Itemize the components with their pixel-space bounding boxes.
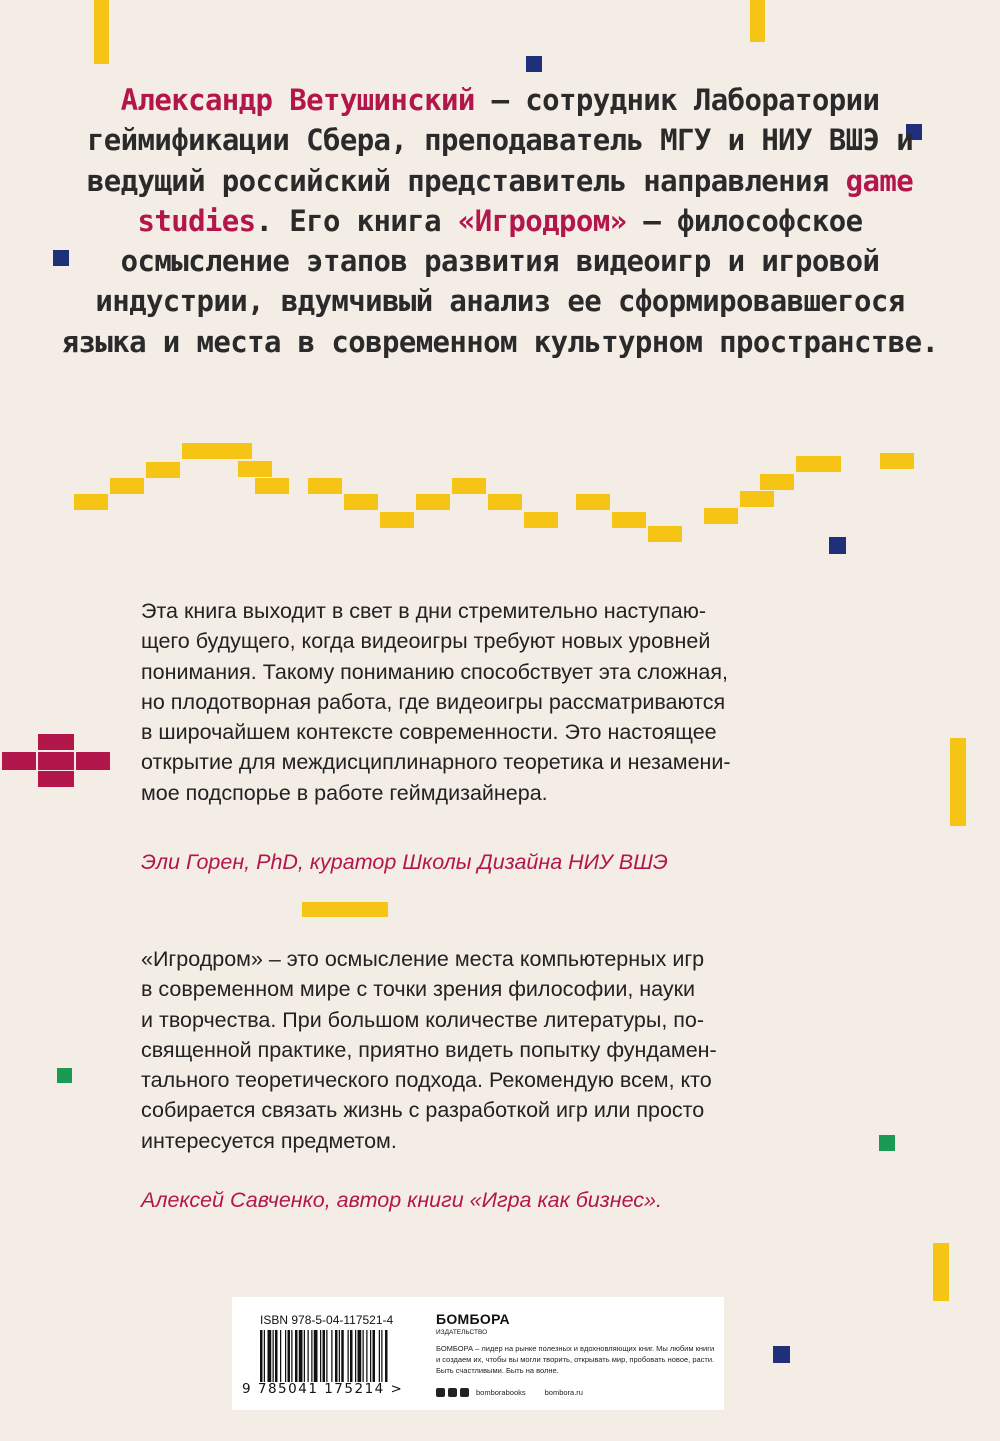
signature-goren: Эли Горен, PhD, куратор Школы Дизайна НИУ ВШЭ	[141, 850, 668, 874]
publisher-logo-subtitle: ИЗДАТЕЛЬСТВО	[436, 1329, 488, 1336]
social-icon	[436, 1388, 445, 1397]
publisher-description: БОМБОРА – лидер на рынке полезных и вдохновляющих книг. Мы любим книги и создаем их, чтобы вы могли творить, открывать мир, пробовать новое, расти. Быть счастливыми. Быть на волне.	[436, 1344, 715, 1375]
signature-savchenko: Алексей Савченко, автор книги «Игра как бизнес».	[141, 1188, 662, 1212]
review-savchenko	[141, 944, 881, 1156]
term-game-studies: game studies	[137, 163, 914, 238]
review-line: Эта книга выходит в свет в дни стремительно наступаю-	[141, 599, 707, 623]
pixel-bar	[302, 902, 388, 917]
publisher-social	[436, 1388, 583, 1397]
book-title: «Игродром»	[457, 203, 627, 238]
review-line: собирается связать жизнь с разработкой игр или просто	[141, 1098, 705, 1123]
review-line: тального теоретического подхода. Рекомендую всем, кто	[141, 1068, 712, 1093]
publisher-logo: БОМБОРА	[436, 1311, 510, 1327]
pixel-bar	[750, 0, 765, 42]
review-line: щего будущего, когда видеоигры требуют новых уровней	[141, 629, 711, 654]
pixel-square	[879, 1135, 895, 1151]
intro-text-1: – сотрудник Лаборатории геймификации Сбера, преподаватель МГУ и НИУ ВШЭ и ведущий российский представитель направления	[86, 83, 914, 198]
review-line: мое подспорье в работе геймдизайнера.	[141, 780, 548, 805]
barcode-panel	[232, 1297, 724, 1410]
review-line: но плодотворная работа, где видеоигры рассматриваются	[141, 689, 726, 714]
author-intro	[60, 80, 940, 362]
review-line: интересуется предметом.	[141, 1128, 397, 1153]
pixel-bar	[933, 1243, 949, 1301]
social-icon	[460, 1388, 469, 1397]
review-line: священной практике, приятно видеть попытку фундамен-	[141, 1037, 717, 1062]
review-line: понимания. Такому пониманию способствует эта сложная,	[141, 659, 728, 684]
pixel-bar	[94, 0, 109, 64]
review-line: в широчайшем контексте современности. Это настоящее	[141, 720, 717, 745]
pixel-square	[773, 1346, 790, 1363]
social-handle: bomborabooks	[476, 1388, 526, 1397]
pixel-square	[829, 537, 846, 554]
barcode-image	[260, 1330, 440, 1382]
review-goren	[141, 596, 881, 808]
pixel-square	[57, 1068, 72, 1083]
intro-text-3: – философское осмысление этапов развития видеоигр и игровой индустрии, вдумчивый анализ ее сформировавшегося языка и места в современном культурном пространстве.	[61, 203, 939, 359]
review-line: в современном мире с точки зрения философии, науки	[141, 977, 696, 1002]
author-name: Александр Ветушинский	[120, 83, 475, 117]
review-line: открытие для междисциплинарного теоретика и незамени-	[141, 750, 731, 775]
social-icon	[448, 1388, 457, 1397]
intro-text-2: . Его книга	[255, 203, 458, 238]
review-line: «Игродром» – это осмысление места компьютерных игр	[141, 947, 705, 971]
isbn-label: ISBN 978-5-04-117521-4	[260, 1313, 394, 1327]
review-line: и творчества. При большом количестве литературы, по-	[141, 1007, 705, 1032]
barcode-digits: 9 785041 175214 >	[242, 1381, 404, 1397]
pixel-bar	[950, 738, 966, 826]
publisher-site: bombora.ru	[544, 1388, 583, 1397]
pixel-square	[526, 56, 542, 72]
